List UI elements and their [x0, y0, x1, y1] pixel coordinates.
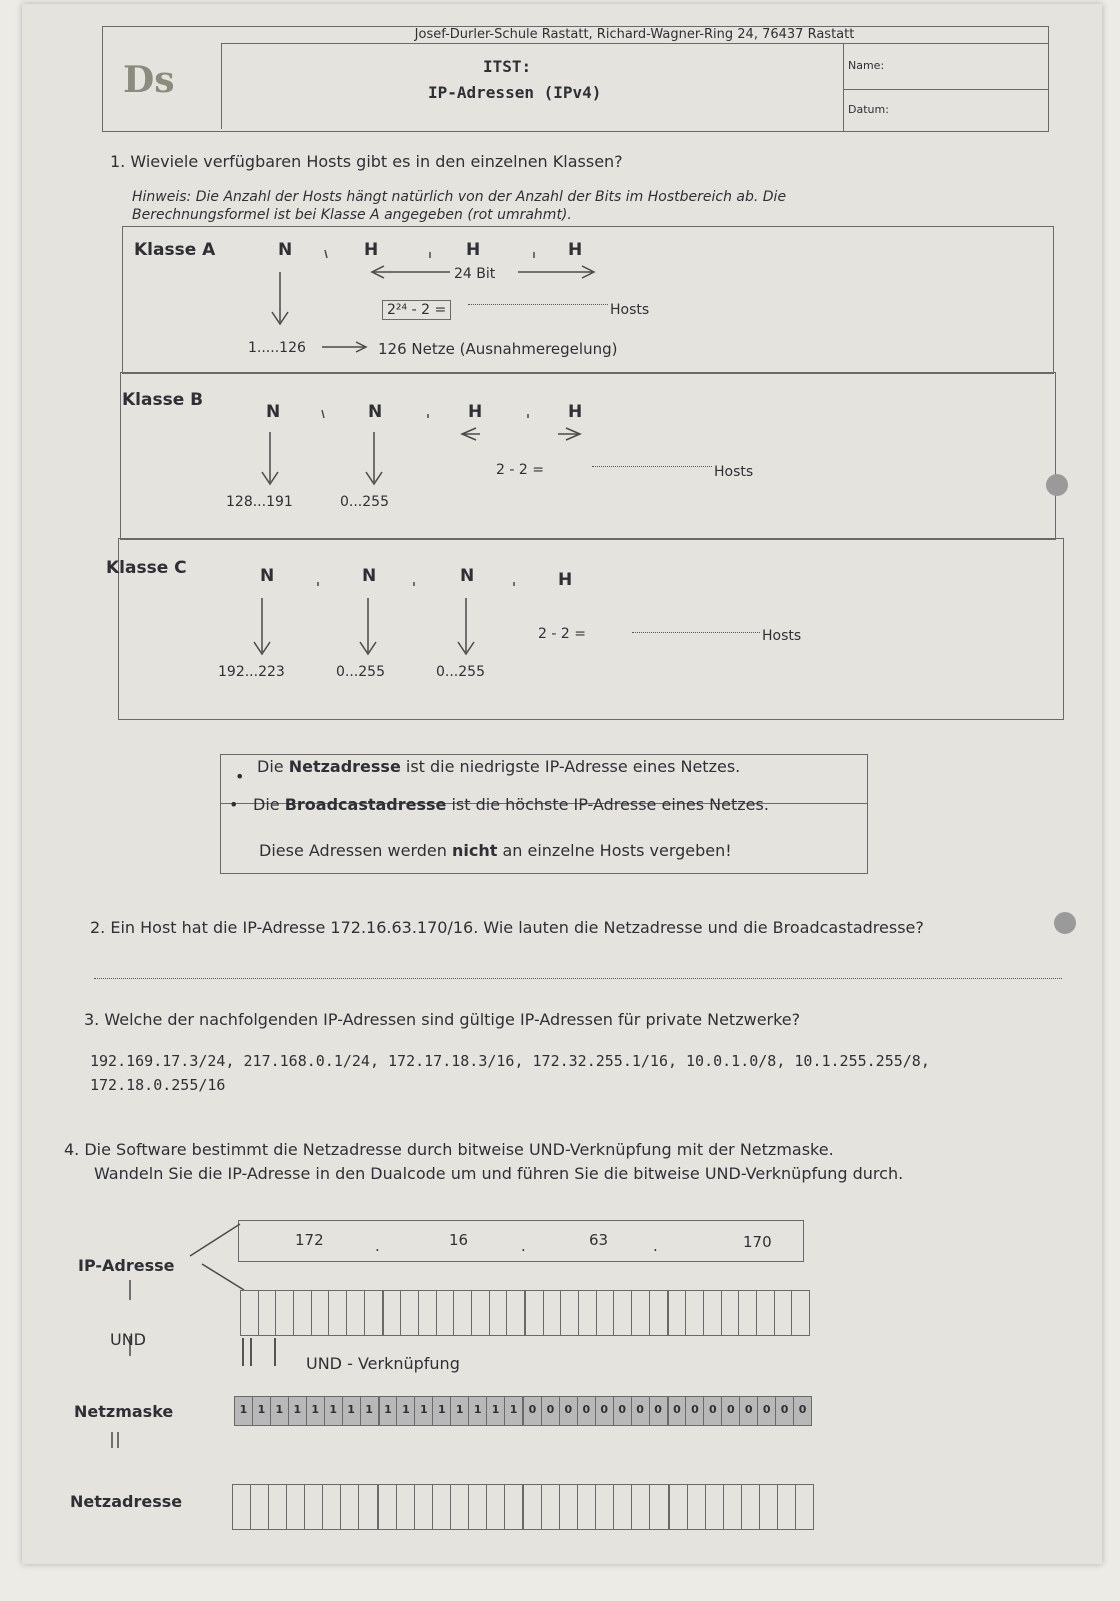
note-netzadresse: Die Netzadresse ist die niedrigste IP-Adresse eines Netzes. — [257, 757, 741, 776]
hint-line-1: Hinweis: Die Anzahl der Hosts hängt natürlich von der Anzahl der Bits im Hostbereich ab. Die — [132, 189, 787, 205]
mask-bit-cell: 0 — [524, 1397, 542, 1425]
class-c-formula: 2 - 2 = — [538, 626, 586, 642]
net-bit-cell[interactable] — [251, 1485, 269, 1529]
mask-bit-cell: 1 — [307, 1397, 325, 1425]
ip-list-line-2: 172.18.0.255/16 — [90, 1076, 226, 1094]
class-c-range-2: 0...255 — [336, 664, 385, 680]
net-bit-cell[interactable] — [233, 1485, 251, 1529]
net-bit-cell[interactable] — [323, 1485, 341, 1529]
ip-bit-cell[interactable] — [669, 1291, 687, 1335]
ip-bit-cell[interactable] — [775, 1291, 793, 1335]
name-label: Name: — [848, 59, 885, 72]
ip-bit-cell[interactable] — [401, 1291, 419, 1335]
mask-bit-cell: 1 — [361, 1397, 380, 1425]
mask-bit-cell: 0 — [596, 1397, 614, 1425]
ip-bit-cell[interactable] — [347, 1291, 365, 1335]
ip-bit-cell[interactable] — [312, 1291, 330, 1335]
ip-bit-cell[interactable] — [294, 1291, 312, 1335]
mask-bit-cell: 0 — [632, 1397, 650, 1425]
net-bit-cell[interactable] — [415, 1485, 433, 1529]
date-label: Datum: — [848, 103, 889, 116]
ip-bit-cell[interactable] — [454, 1291, 472, 1335]
class-b-field-1: N — [266, 402, 281, 422]
mask-bit-cell: 0 — [614, 1397, 632, 1425]
class-a-hosts: Hosts — [610, 302, 650, 318]
class-c-label: Klasse C — [106, 558, 187, 578]
class-a-field-1: N — [278, 240, 293, 260]
netzmaske-label: Netzmaske — [74, 1402, 174, 1421]
net-bit-cell[interactable] — [796, 1485, 813, 1529]
ip-bit-cell[interactable] — [686, 1291, 704, 1335]
class-diagram-arrows — [22, 4, 1102, 724]
ip-address-label: IP-Adresse — [78, 1256, 175, 1275]
net-bit-cell[interactable] — [359, 1485, 378, 1529]
ip-bit-cell[interactable] — [241, 1291, 259, 1335]
class-c-hosts: Hosts — [762, 628, 802, 644]
net-bit-cell[interactable] — [578, 1485, 596, 1529]
ip-octet-box: 172 . 16 . 63 . 170 — [238, 1220, 804, 1262]
mask-bit-cell: 1 — [271, 1397, 289, 1425]
mask-bit-cell: 1 — [325, 1397, 343, 1425]
class-c-field-1: N — [260, 566, 275, 586]
net-bit-cell[interactable] — [632, 1485, 650, 1529]
question-4-line-2: Wandeln Sie die IP-Adresse in den Dualcode um und führen Sie die bitweise UND-Verknüpfung durch. — [94, 1164, 904, 1183]
net-bit-cell[interactable] — [451, 1485, 469, 1529]
ip-bit-cell[interactable] — [579, 1291, 597, 1335]
class-b-field-2: N — [368, 402, 383, 422]
net-address-binary-grid[interactable] — [232, 1484, 814, 1530]
school-address: Josef-Durler-Schule Rastatt, Richard-Wagner-Ring 24, 76437 Rastatt — [221, 27, 1048, 44]
net-bit-cell[interactable] — [760, 1485, 778, 1529]
ip-bit-cell[interactable] — [614, 1291, 632, 1335]
mask-bit-cell: 0 — [704, 1397, 722, 1425]
mask-bit-cell: 0 — [542, 1397, 560, 1425]
net-bit-cell[interactable] — [596, 1485, 614, 1529]
class-a-formula: 2²⁴ - 2 = — [382, 300, 451, 320]
net-bit-cell[interactable] — [397, 1485, 415, 1529]
net-bit-cell[interactable] — [688, 1485, 706, 1529]
ip-bit-cell[interactable] — [526, 1291, 544, 1335]
class-b-field-4: H — [568, 402, 583, 422]
ip-bit-cell[interactable] — [704, 1291, 722, 1335]
answer-line-q2[interactable] — [94, 978, 1062, 979]
class-b-formula: 2 - 2 = — [496, 462, 544, 478]
class-a-nets: 126 Netze (Ausnahmeregelung) — [378, 340, 618, 358]
class-c-range-3: 0...255 — [436, 664, 485, 680]
ip-bit-cell[interactable] — [384, 1291, 402, 1335]
ip-bit-cell[interactable] — [437, 1291, 455, 1335]
netmask-binary-grid — [234, 1396, 812, 1426]
mask-bit-cell: 1 — [343, 1397, 361, 1425]
mask-bit-cell: 1 — [253, 1397, 271, 1425]
net-bit-cell[interactable] — [742, 1485, 760, 1529]
question-1: 1. Wieviele verfügbaren Hosts gibt es in den einzelnen Klassen? — [110, 152, 623, 171]
net-bit-cell[interactable] — [724, 1485, 742, 1529]
net-bit-cell[interactable] — [469, 1485, 487, 1529]
und-label: UND — [110, 1330, 146, 1349]
octet-4: 170 — [743, 1233, 772, 1251]
hint-line-2: Berechnungsformel ist bei Klasse A angegeben (rot umrahmt). — [132, 207, 572, 223]
ip-bit-cell[interactable] — [561, 1291, 579, 1335]
net-bit-cell[interactable] — [706, 1485, 724, 1529]
class-a-field-2: H — [364, 240, 379, 260]
class-a-bits: 24 Bit — [454, 266, 496, 282]
ip-bit-cell[interactable] — [259, 1291, 277, 1335]
subject-title: ITST: — [483, 57, 532, 76]
class-b-range-2: 0...255 — [340, 494, 389, 510]
note-nicht-vergeben: Diese Adressen werden nicht an einzelne Hosts vergeben! — [259, 841, 732, 860]
mask-bit-cell: 0 — [794, 1397, 811, 1425]
worksheet — [22, 4, 1102, 1564]
octet-3: 63 — [589, 1231, 609, 1249]
ip-bit-cell[interactable] — [757, 1291, 775, 1335]
net-bit-cell[interactable] — [614, 1485, 632, 1529]
mask-bit-cell: 0 — [686, 1397, 704, 1425]
class-c-field-2: N — [362, 566, 377, 586]
logo-text: Ds — [123, 59, 175, 101]
net-bit-cell[interactable] — [524, 1485, 542, 1529]
mask-bit-cell: 0 — [722, 1397, 740, 1425]
notes-box: • Die Netzadresse ist die niedrigste IP-Adresse eines Netzes. • Die Broadcastadresse ist die höchste IP-Adresse eines Netzes. Diese Adressen werden nicht an einzelne Hosts vergeben! — [220, 754, 868, 874]
und-bars — [242, 1338, 282, 1366]
class-b-hosts: Hosts — [714, 464, 754, 480]
ip-bit-cell[interactable] — [650, 1291, 669, 1335]
ip-bit-cell[interactable] — [792, 1291, 809, 1335]
net-bit-cell[interactable] — [305, 1485, 323, 1529]
class-a-range: 1.....126 — [248, 340, 306, 356]
class-a-field-3: H — [466, 240, 481, 260]
mask-bit-cell: 1 — [415, 1397, 433, 1425]
net-bit-cell[interactable] — [778, 1485, 796, 1529]
netzadresse-label: Netzadresse — [70, 1492, 183, 1511]
net-bit-cell[interactable] — [560, 1485, 578, 1529]
ip-bit-cell[interactable] — [632, 1291, 650, 1335]
topic-title: IP-Adressen (IPv4) — [428, 83, 602, 102]
question-4-line-1: 4. Die Software bestimmt die Netzadresse durch bitweise UND-Verknüpfung mit der Netzmaske. — [64, 1140, 834, 1159]
ip-list-line-1: 192.169.17.3/24, 217.168.0.1/24, 172.17.18.3/16, 172.32.255.1/16, 10.0.1.0/8, 10.1.255.255/8, — [90, 1052, 930, 1070]
mask-bit-cell: 0 — [740, 1397, 758, 1425]
octet-2: 16 — [449, 1231, 469, 1249]
mask-bit-cell: 0 — [578, 1397, 596, 1425]
ip-bit-cell[interactable] — [490, 1291, 508, 1335]
ip-bit-cell[interactable] — [276, 1291, 294, 1335]
mask-bit-cell: 0 — [669, 1397, 687, 1425]
net-bit-cell[interactable] — [379, 1485, 397, 1529]
mask-bit-cell: 1 — [505, 1397, 524, 1425]
und-verknuepfung-label: UND - Verknüpfung — [306, 1354, 460, 1373]
mask-bit-cell: 1 — [433, 1397, 451, 1425]
ip-bit-cell[interactable] — [419, 1291, 437, 1335]
punch-hole — [1054, 912, 1076, 934]
mask-bit-cell: 1 — [397, 1397, 415, 1425]
question-2: 2. Ein Host hat die IP-Adresse 172.16.63.170/16. Wie lauten die Netzadresse und die Broadcastadresse? — [90, 918, 924, 937]
mask-bit-cell: 0 — [650, 1397, 669, 1425]
class-b-range-1: 128...191 — [226, 494, 293, 510]
notes-row-1: • Die Netzadresse ist die niedrigste IP-Adresse eines Netzes. — [221, 755, 867, 804]
net-bit-cell[interactable] — [269, 1485, 287, 1529]
mask-bit-cell: 0 — [758, 1397, 776, 1425]
ip-bit-cell[interactable] — [329, 1291, 347, 1335]
octet-1: 172 — [295, 1231, 324, 1249]
ip-bit-cell[interactable] — [507, 1291, 526, 1335]
mask-bit-cell: 1 — [487, 1397, 505, 1425]
net-bit-cell[interactable] — [505, 1485, 524, 1529]
class-c-field-4: H — [558, 570, 573, 590]
mask-bit-cell: 1 — [380, 1397, 398, 1425]
mask-bit-cell: 0 — [776, 1397, 794, 1425]
net-bit-cell[interactable] — [287, 1485, 305, 1529]
ip-bit-cell[interactable] — [722, 1291, 740, 1335]
mask-bit-cell: 0 — [560, 1397, 578, 1425]
net-bit-cell[interactable] — [670, 1485, 688, 1529]
punch-hole — [1046, 474, 1068, 496]
ip-bit-cell[interactable] — [597, 1291, 615, 1335]
class-c-field-3: N — [460, 566, 475, 586]
question-3: 3. Welche der nachfolgenden IP-Adressen sind gültige IP-Adressen für private Netzwerke? — [84, 1010, 801, 1029]
class-c-range-1: 192...223 — [218, 664, 285, 680]
ip-bit-cell[interactable] — [544, 1291, 562, 1335]
note-broadcastadresse: Die Broadcastadresse ist die höchste IP-Adresse eines Netzes. — [253, 795, 769, 814]
net-bit-cell[interactable] — [487, 1485, 505, 1529]
ip-bit-cell[interactable] — [365, 1291, 384, 1335]
net-bit-cell[interactable] — [341, 1485, 359, 1529]
class-a-label: Klasse A — [134, 240, 216, 260]
mask-bit-cell: 1 — [235, 1397, 253, 1425]
mask-bit-cell: 1 — [289, 1397, 307, 1425]
mask-bit-cell: 1 — [451, 1397, 469, 1425]
ip-bit-cell[interactable] — [739, 1291, 757, 1335]
ip-bit-cell[interactable] — [472, 1291, 490, 1335]
class-a-field-4: H — [568, 240, 583, 260]
mask-bit-cell: 1 — [469, 1397, 487, 1425]
class-b-label: Klasse B — [122, 390, 204, 410]
class-b-field-3: H — [468, 402, 483, 422]
net-bit-cell[interactable] — [650, 1485, 669, 1529]
net-bit-cell[interactable] — [542, 1485, 560, 1529]
ip-binary-grid[interactable] — [240, 1290, 810, 1336]
net-bit-cell[interactable] — [433, 1485, 451, 1529]
